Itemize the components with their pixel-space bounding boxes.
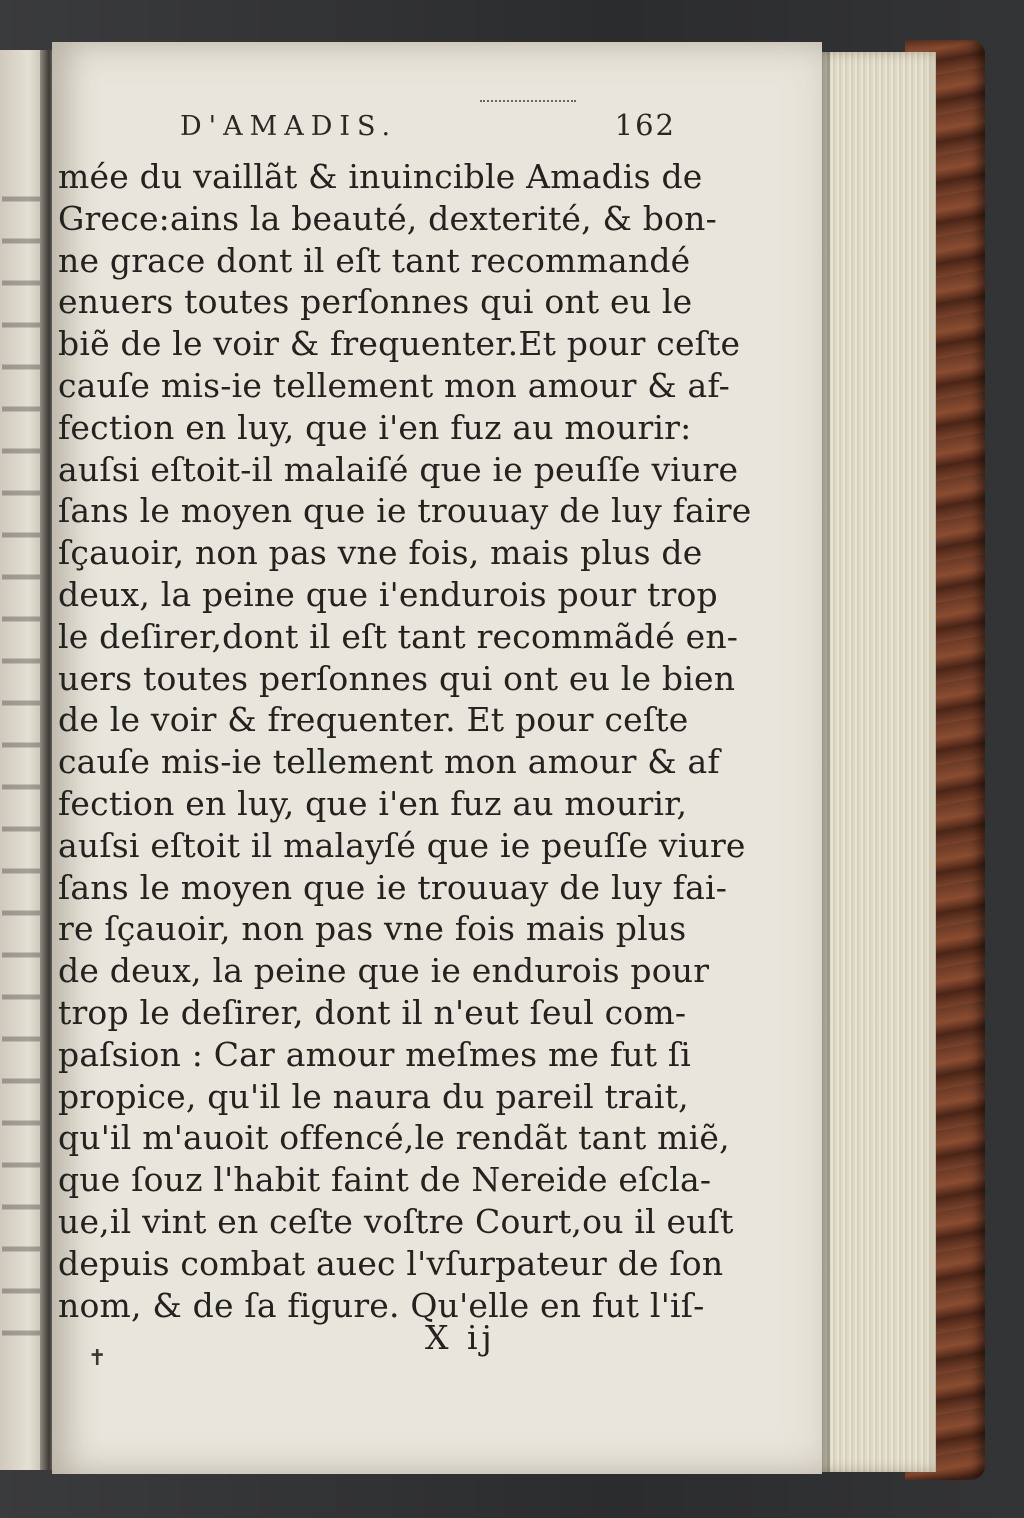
text-line: le deſirer,dont il eſt tant recommãdé en- — [58, 616, 739, 656]
text-line: propice, qu'il le naura du pareil trait, — [58, 1076, 689, 1116]
text-line: re ſçauoir, non pas vne fois mais plus — [58, 909, 687, 949]
text-line: ſans le moyen que ie trouuay de luy faire — [58, 491, 752, 531]
text-line: auſsi eſtoit il malayſé que ie peuſſe viure — [58, 825, 746, 865]
text-line: ne grace dont il eſt tant recommandé — [58, 240, 691, 280]
text-line: Grece:ains la beauté, dexterité, & bon- — [58, 198, 717, 238]
text-line: depuis combat auec l'vſurpateur de ſon — [58, 1243, 724, 1283]
text-line: cauſe mis-ie tellement mon amour & af- — [58, 365, 730, 405]
text-line: paſsion : Car amour meſmes me fut ſi — [58, 1034, 692, 1074]
text-line: fection en luy, que i'en fuz au mourir: — [58, 407, 692, 447]
text-line: ue,il vint en ceſte voſtre Court,ou il euſt — [58, 1201, 734, 1241]
body-text — [58, 156, 752, 1325]
text-line: de le voir & frequenter. Et pour ceſte — [58, 700, 689, 740]
text-line: deux, la peine que i'endurois pour trop — [58, 574, 718, 614]
text-line: de deux, la peine que ie endurois pour — [58, 951, 710, 991]
text-line: nom, & de ſa figure. Qu'elle en fut l'iſ- — [58, 1285, 705, 1325]
page-number: 162 — [614, 108, 676, 142]
text-line: cauſe mis-ie tellement mon amour & af — [58, 742, 720, 782]
text-line: biẽ de le voir & frequenter.Et pour ceſte — [58, 324, 741, 364]
text-line: auſsi eſtoit-il malaiſé que ie peuſſe viure — [58, 449, 739, 489]
header-ornament — [480, 100, 576, 108]
ink-mark: ✝ — [88, 1346, 107, 1371]
text-line: uers toutes perſonnes qui ont eu le bien — [58, 658, 736, 698]
text-line: que ſouz l'habit faint de Nereide eſcla- — [58, 1160, 712, 1200]
previous-page-text-marks — [2, 170, 42, 1370]
page-header — [180, 108, 680, 148]
text-line: enuers toutes perſonnes qui ont eu le — [58, 282, 693, 322]
signature-mark: X ij — [425, 1318, 496, 1357]
text-line: qu'il m'auoit offencé,le rendãt tant miẽ, — [58, 1118, 730, 1158]
page-fore-edge — [818, 52, 936, 1472]
text-line: fection en luy, que i'en fuz au mourir, — [58, 783, 688, 823]
text-line: ſans le moyen que ie trouuay de luy fai- — [58, 867, 728, 907]
text-line: ſçauoir, non pas vne fois, mais plus de — [58, 533, 703, 573]
text-line: mée du vaillãt & inuincible Amadis de — [58, 157, 703, 196]
running-head: D'AMADIS. — [180, 111, 398, 142]
text-line: trop le deſirer, dont il n'eut ſeul com- — [58, 992, 687, 1032]
